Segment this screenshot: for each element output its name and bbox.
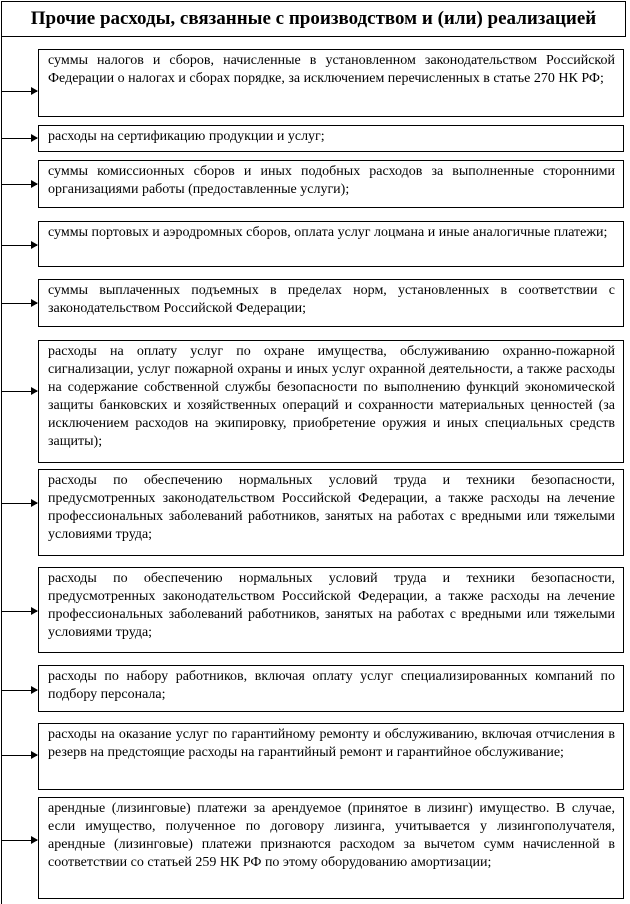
expense-item-4: суммы портовых и аэродромных сборов, оплата услуг лоцмана и иные аналогичные платежи;	[38, 221, 624, 267]
diagram-title-text: Прочие расходы, связанные с производством и (или) реализацией	[30, 8, 597, 29]
arrow-icon	[2, 184, 37, 185]
arrow-icon	[2, 690, 37, 691]
arrow-icon	[2, 503, 37, 504]
vertical-connector-line	[1, 37, 2, 904]
diagram-title	[1, 1, 626, 37]
expense-item-8: расходы по обеспечению нормальных условий труда и техники безопасности, предусмотренных законодательством Российской Федерации, а также расходы на лечение профессиональных заболеваний работников, занятых на работах с вредными или тяжелыми условиями труда;	[38, 567, 624, 653]
expense-item-11: арендные (лизинговые) платежи за арендуемое (принятое в лизинг) имущество. В случае, если имущество, полученное по договору лизинга, учитывается у лизингополучателя, арендные (лизинговые) платежи признаются расходом за вычетом сумм начисленной в соответствии со статьей 259 НК РФ по этому оборудованию амортизации;	[38, 797, 624, 899]
arrow-icon	[2, 611, 37, 612]
expense-item-9: расходы по набору работников, включая оплату услуг специализированных компаний по подбору персонала;	[38, 665, 624, 712]
arrow-icon	[2, 91, 37, 92]
arrow-icon	[2, 138, 37, 139]
arrow-icon	[2, 245, 37, 246]
expense-item-2: расходы на сертификацию продукции и услуг;	[38, 125, 624, 152]
expense-item-3: суммы комиссионных сборов и иных подобных расходов за выполненные сторонними организациями работы (предоставленные услуги);	[38, 160, 624, 208]
expense-item-5: суммы выплаченных подъемных в пределах норм, установленных в соответствии с законодательством Российской Федерации;	[38, 279, 624, 327]
arrow-icon	[2, 391, 37, 392]
expense-item-6: расходы на оплату услуг по охране имущества, обслуживанию охранно-пожарной сигнализации, услуг пожарной охраны и иных услуг охранной деятельности, а также расходы на содержание собственной службы безопасности по выполнению функций экономической защиты банковских и хозяйственных операций и сохранности материальных ценностей (за исключением расходов на экипировку, приобретение оружия и иных специальных средств защиты);	[38, 340, 624, 463]
expense-item-10: расходы на оказание услуг по гарантийному ремонту и обслуживанию, включая отчисления в резерв на предстоящие расходы на гарантийный ремонт и гарантийное обслуживание;	[38, 723, 624, 790]
expense-item-1: суммы налогов и сборов, начисленные в установленном законодательством Российской Федерации о налогах и сборах порядке, за исключением перечисленных в статье 270 НК РФ;	[38, 49, 624, 117]
arrow-icon	[2, 755, 37, 756]
arrow-icon	[2, 840, 37, 841]
arrow-icon	[2, 303, 37, 304]
expense-item-7: расходы по обеспечению нормальных условий труда и техники безопасности, предусмотренных законодательством Российской Федерации, а также расходы на лечение профессиональных заболеваний работников, занятых на работах с вредными или тяжелыми условиями труда;	[38, 469, 624, 556]
